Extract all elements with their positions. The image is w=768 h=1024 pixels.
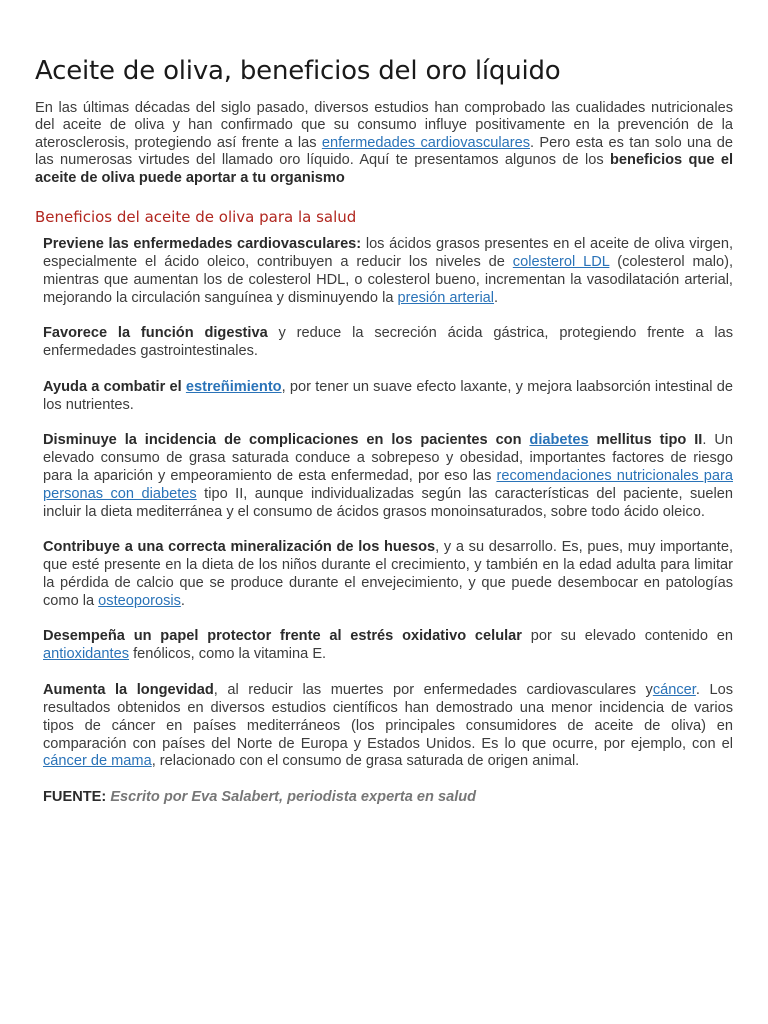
link-presion-arterial[interactable]: presión arterial (397, 289, 495, 306)
intro-bold-text: beneficios que el aceite de oliva puede aportar a tu organismo (35, 152, 733, 186)
link-recomendaciones-nutricionales[interactable]: recomendaciones nutricionales para personas con diabetes (43, 467, 733, 502)
link-estrenimiento[interactable]: estreñimiento (185, 378, 282, 395)
benefit-heading: Favorece la función digestiva (43, 325, 268, 342)
benefit-text: por su elevado contenido en (521, 628, 733, 645)
link-cancer[interactable]: cáncer (652, 681, 696, 698)
link-osteoporosis[interactable]: osteoporosis (98, 592, 181, 609)
intro-text-1: En las últimas décadas del siglo pasado, diversos estudios han comprobado las cualidades nutricionales del aceite de oliva y han confirmado que su consumo influye positivamente en la prevención de la aterosclerosis, protegiendo así frente a las (35, 100, 733, 151)
link-cancer-de-mama[interactable]: cáncer de mama (43, 753, 152, 770)
benefit-text: . (180, 592, 185, 609)
intro-text-2: . Pero esta es tan solo una de las numerosas virtudes del llamado oro líquido. Aquí te presentamos algunos de los (35, 134, 733, 169)
benefit-text: . (494, 289, 499, 306)
benefit-oxidative-stress (43, 628, 733, 664)
benefit-digestive (43, 325, 733, 361)
benefit-text: los ácidos grasos presentes en el aceite de oliva virgen, especialmente el ácido oleico, contribuyen a reducir los niveles de (43, 236, 733, 270)
benefit-text: tipo II, aunque individualizadas según las características del paciente, suelen incluir la dieta mediterránea y el consumo de ácidos grasos monoinsaturados, sobre todo ácido oleico. (43, 485, 733, 520)
source-label: FUENTE: (43, 788, 107, 805)
benefit-text: , al reducir las muertes por enfermedades cardiovasculares y (213, 681, 653, 698)
benefit-text: . Un elevado consumo de grasa saturada conduce a sobrepeso y obesidad, importantes factores de riesgo para la aparición y empeoramiento de esta enfermedad, por eso las (43, 432, 733, 484)
benefit-text: (colesterol malo), mientras que aumentan los de colesterol HDL, o colesterol bueno, incrementan la vasodilatación arterial, mejorando la circulación sanguínea y disminuyendo la (43, 253, 733, 306)
link-colesterol-ldl[interactable]: colesterol LDL (512, 253, 610, 270)
benefit-cardiovascular (43, 236, 733, 308)
benefit-heading: Contribuye a una correcta mineralización de los huesos (43, 539, 436, 556)
section-title: Beneficios del aceite de oliva para la salud (35, 208, 357, 226)
benefit-text: , y a su desarrollo. Es, pues, muy importante, que esté presente en la dieta de los niños durante el crecimiento, y también en la edad adulta para limitar la pérdida de calcio que se produce durante el envejecimiento, y que puede desembocar en patologías como la (43, 539, 734, 609)
benefit-text: y reduce la secreción ácida gástrica, protegiendo frente a las enfermedades gastrointestinales. (43, 325, 733, 360)
intro-paragraph (35, 100, 733, 187)
benefit-longevity (43, 682, 733, 772)
link-diabetes[interactable]: diabetes (529, 432, 589, 449)
benefit-heading: Aumenta la longevidad (43, 681, 214, 698)
benefit-text: , por tener un suave efecto laxante, y mejora laabsorción intestinal de los nutrientes. (43, 378, 733, 413)
link-antioxidantes[interactable]: antioxidantes (43, 646, 130, 663)
benefit-heading: Ayuda a combatir el (43, 378, 186, 395)
source-text: Escrito por Eva Salabert, periodista experta en salud (110, 788, 477, 805)
benefit-text: . Los resultados obtenidos en diversos estudios científicos han demostrado una menor incidencia de varios tipos de cáncer en países mediterráneos (los principales consumidores de aceite de oliva) en comparación con países del Norte de Europa y Estados Unidos. Es lo que ocurre, por ejemplo, con el (43, 681, 734, 752)
benefit-diabetes (43, 432, 733, 522)
benefit-heading-tail: mellitus tipo II (588, 432, 703, 449)
benefit-bones (43, 539, 733, 611)
source-line (43, 789, 733, 807)
article-title: Aceite de oliva, beneficios del oro líquido (35, 56, 561, 86)
benefits-list (43, 236, 733, 824)
benefit-heading: Disminuye la incidencia de complicaciones en los pacientes con (43, 432, 530, 449)
benefit-heading: Desempeña un papel protector frente al estrés oxidativo celular (43, 628, 522, 645)
link-enfermedades-cardiovasculares[interactable]: enfermedades cardiovasculares (321, 134, 530, 151)
benefit-constipation (43, 379, 733, 415)
benefit-text: , relacionado con el consumo de grasa saturada de origen animal. (151, 753, 580, 770)
benefit-text: fenólicos, como la vitamina E. (129, 646, 327, 663)
benefit-heading: Previene las enfermedades cardiovasculares: (43, 236, 362, 252)
